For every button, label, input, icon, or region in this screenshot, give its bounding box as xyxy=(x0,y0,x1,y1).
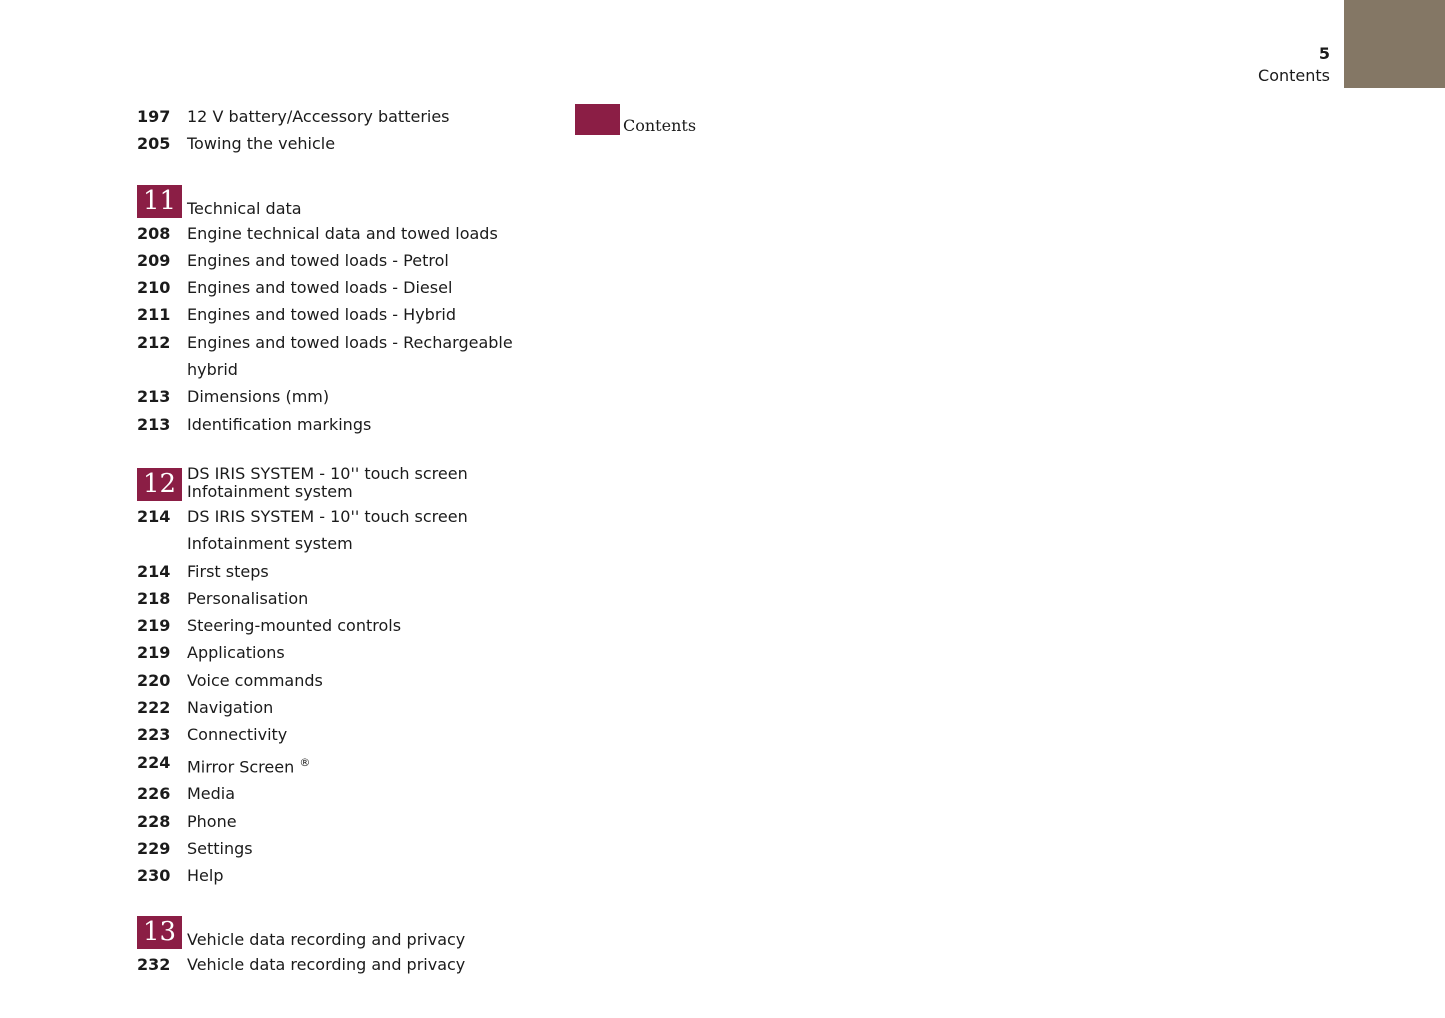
toc-entry-title-text: Navigation xyxy=(187,698,274,718)
toc-page-number: 224 xyxy=(137,752,171,772)
toc-entry[interactable] xyxy=(137,951,557,978)
toc-entry-title-line: hybrid xyxy=(187,360,238,380)
toc-entry-title xyxy=(187,247,557,274)
toc-page-number: 208 xyxy=(137,223,171,243)
toc-entry-title-text: First steps xyxy=(187,561,269,581)
chapter-heading[interactable] xyxy=(137,185,557,218)
toc-page-number: 226 xyxy=(137,784,171,804)
toc-page-number: 211 xyxy=(137,305,171,325)
toc-entry[interactable] xyxy=(137,721,557,748)
toc-entry-title-line: DS IRIS SYSTEM - 10'' touch screen xyxy=(187,506,468,526)
toc-entry-title xyxy=(187,130,557,157)
toc-entry[interactable] xyxy=(137,694,557,721)
toc-entry[interactable] xyxy=(137,558,557,585)
registered-mark: ® xyxy=(299,755,311,769)
toc-entry-title-text: Media xyxy=(187,784,236,804)
chapter-heading[interactable] xyxy=(137,465,557,501)
toc-entry-title-text: Settings xyxy=(187,838,253,858)
toc-entry[interactable] xyxy=(137,130,557,157)
toc-entry-title xyxy=(187,835,557,862)
toc-entry-title xyxy=(187,639,557,666)
toc-entry-title xyxy=(187,274,557,301)
toc-entry-title-text: Engines and towed loads - Petrol xyxy=(187,250,449,270)
toc-entry-title xyxy=(187,383,557,410)
toc-entry[interactable] xyxy=(137,862,557,889)
toc-page-number: 219 xyxy=(137,616,171,636)
toc-entry[interactable] xyxy=(137,383,557,410)
toc-entry-title-text: Applications xyxy=(187,643,285,663)
toc-page-number: 214 xyxy=(137,506,171,526)
chapter-heading[interactable] xyxy=(137,916,557,949)
toc-page-number: 232 xyxy=(137,955,171,975)
toc-entry-title xyxy=(187,585,557,612)
toc-entry-title-text: Mirror Screen xyxy=(187,756,295,776)
toc-entry[interactable] xyxy=(137,411,557,438)
toc-entry[interactable] xyxy=(137,808,557,835)
toc-entry-title xyxy=(187,103,557,130)
toc-entry-title xyxy=(187,694,557,721)
toc-page-number: 230 xyxy=(137,866,171,886)
toc-entry-title-text: Steering-mounted controls xyxy=(187,616,402,636)
toc-entry-title xyxy=(187,667,557,694)
legend xyxy=(575,104,696,135)
toc-entry-title xyxy=(187,329,557,384)
toc-entry-title-text: Identification markings xyxy=(187,414,372,434)
toc-page-number: 213 xyxy=(137,414,171,434)
chapter-section xyxy=(137,916,557,978)
toc-page-number: 212 xyxy=(137,332,171,352)
chapter-title-line: Technical data xyxy=(187,198,302,218)
toc-entry[interactable] xyxy=(137,329,557,384)
toc-entry[interactable] xyxy=(137,749,557,781)
toc-page-number: 205 xyxy=(137,134,171,154)
toc-entry-title xyxy=(187,862,557,889)
toc-entry[interactable] xyxy=(137,780,557,807)
toc-page-number: 219 xyxy=(137,643,171,663)
chapter-title xyxy=(187,200,302,218)
chapter-number-badge: 12 xyxy=(137,468,182,501)
toc-entry-title xyxy=(187,220,557,247)
toc-entry[interactable] xyxy=(137,639,557,666)
chapter-title xyxy=(187,465,468,501)
toc-entry-title xyxy=(187,503,557,558)
table-of-contents xyxy=(137,103,557,979)
toc-entry-title xyxy=(187,612,557,639)
chapter-section xyxy=(137,465,557,889)
page-number: 5 xyxy=(1318,44,1330,63)
toc-entry-title xyxy=(187,301,557,328)
toc-entry-title-text: Vehicle data recording and privacy xyxy=(187,955,466,975)
toc-page-number: 209 xyxy=(137,250,171,270)
toc-entry[interactable] xyxy=(137,835,557,862)
toc-entry-title-text: Voice commands xyxy=(187,670,323,690)
toc-entry-title xyxy=(187,780,557,807)
toc-entry[interactable] xyxy=(137,503,557,558)
toc-entry-title xyxy=(187,721,557,748)
toc-entry-title-text: Engines and towed loads - Diesel xyxy=(187,278,453,298)
toc-entry-title-text: Personalisation xyxy=(187,588,309,608)
toc-entry-title-text: Engines and towed loads - Hybrid xyxy=(187,305,456,325)
toc-entry[interactable] xyxy=(137,612,557,639)
toc-page-number: 228 xyxy=(137,811,171,831)
toc-entry-title xyxy=(187,951,557,978)
toc-page-number: 197 xyxy=(137,107,171,126)
toc-entry[interactable] xyxy=(137,103,557,130)
toc-entry[interactable] xyxy=(137,585,557,612)
chapter-title-line: Infotainment system xyxy=(187,481,353,501)
legend-label: Contents xyxy=(623,116,697,135)
toc-page-number: 213 xyxy=(137,387,171,407)
toc-entry-title-text: Help xyxy=(187,866,224,886)
chapter-title-line: DS IRIS SYSTEM - 10'' touch screen xyxy=(187,463,468,483)
toc-entry-title xyxy=(187,808,557,835)
page-title: Contents xyxy=(1258,66,1330,85)
toc-entry-title-text: Connectivity xyxy=(187,725,288,745)
toc-entry-title xyxy=(187,558,557,585)
toc-entry-title-text: Dimensions (mm) xyxy=(187,387,330,407)
chapter-section xyxy=(137,185,557,438)
toc-entry-title-text: Towing the vehicle xyxy=(187,134,336,154)
legend-swatch xyxy=(575,104,620,135)
chapter-number-badge: 13 xyxy=(137,916,182,949)
toc-page-number: 229 xyxy=(137,838,171,858)
corner-tab xyxy=(1344,0,1445,88)
toc-entry[interactable] xyxy=(137,667,557,694)
toc-entry[interactable] xyxy=(137,247,557,274)
toc-page-number: 218 xyxy=(137,588,171,608)
toc-page-number: 220 xyxy=(137,670,171,690)
toc-entry-title-line: Engines and towed loads - Rechargeable xyxy=(187,332,513,352)
toc-page-number: 222 xyxy=(137,698,171,718)
toc-page-number: 214 xyxy=(137,561,171,581)
toc-entry-title xyxy=(187,749,557,781)
toc-entry-title-text: Phone xyxy=(187,811,237,831)
toc-entry[interactable] xyxy=(137,301,557,328)
toc-entry-title xyxy=(187,411,557,438)
chapter-number-badge: 11 xyxy=(137,185,182,218)
toc-page-number: 223 xyxy=(137,725,171,745)
toc-entry[interactable] xyxy=(137,274,557,301)
chapter-title-line: Vehicle data recording and privacy xyxy=(187,930,466,950)
toc-entry-title-text: Engine technical data and towed loads xyxy=(187,223,498,243)
toc-page-number: 210 xyxy=(137,278,171,298)
toc-entry[interactable] xyxy=(137,220,557,247)
toc-entry-title-text: 12 V battery/Accessory batteries xyxy=(187,107,450,126)
chapter-title xyxy=(187,931,465,949)
toc-entry-title-line: Infotainment system xyxy=(187,534,353,554)
